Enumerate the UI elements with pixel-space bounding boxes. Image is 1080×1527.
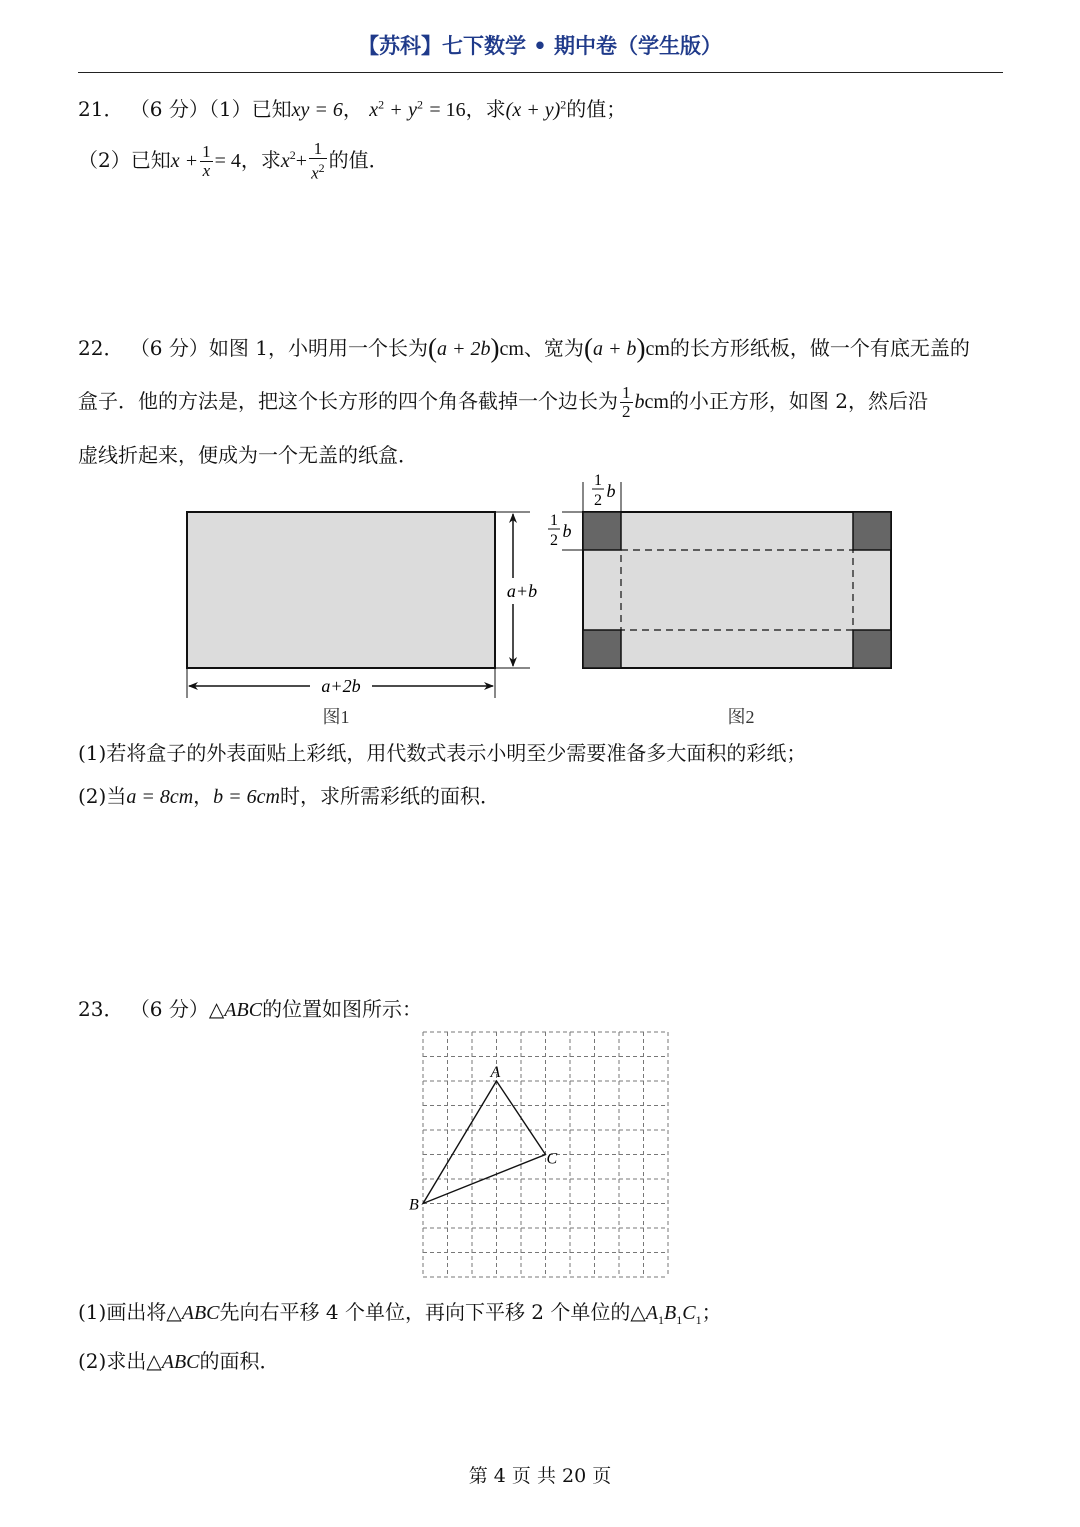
q22-sub1: (1)若将盒子的外表面贴上彩纸，用代数式表示小明至少需要准备多大面积的彩纸；: [78, 741, 807, 765]
q22-bcm-cm: cm: [644, 391, 669, 413]
sub-1: 1: [658, 1313, 664, 1327]
q22-sub2-bval: b = 6cm: [213, 786, 280, 808]
q22-sub2-aval: a = 8cm: [126, 786, 194, 808]
q23-sub1-b: 先向右平移 4 个单位，再向下平移 2 个单位的: [219, 1300, 631, 1324]
q21-exp-2b: 2: [417, 97, 424, 112]
q22-expr2: a + b: [592, 338, 637, 360]
q21-x2b: x: [280, 149, 290, 172]
q22-sub2: [78, 780, 500, 809]
q21-exp-2d: 2: [289, 148, 296, 163]
q23-sub1-tri2c: C: [682, 1302, 696, 1324]
q22-expr1: a + 2b: [437, 338, 491, 360]
paren-open: (: [428, 333, 437, 363]
page-footer: 第 4 页 共 20 页: [468, 1465, 612, 1487]
q23-sub1-tri2a: △A: [630, 1302, 658, 1324]
q23-sub2-tri: △ABC: [146, 1351, 200, 1373]
q22-line1: [78, 332, 970, 364]
q21-score: （6 分）: [129, 97, 209, 121]
grid-label-a: A: [490, 1064, 501, 1081]
frac-den-exp: 2: [318, 161, 325, 175]
q22-l1c: 的长方形纸板，做一个有底无盖的: [669, 336, 970, 360]
frac-den-var: x: [311, 163, 319, 183]
q21-part1-label: （1）已知: [208, 97, 292, 121]
q22-l2a: 盒子．他的方法是，把这个长方形的四个角各截掉一个边长为: [78, 389, 618, 413]
q23-sub2-b: 的面积．: [199, 1349, 280, 1373]
q21-frac-1-over-x2: [309, 140, 327, 183]
q22-line2: [78, 384, 928, 421]
q22-sub2-comma: ，: [193, 784, 214, 808]
q21-eq4: = 4: [214, 149, 241, 172]
q21-exp-2c: 2: [560, 97, 567, 112]
q21-plus: +: [390, 99, 402, 121]
q23-number: 23．: [78, 997, 124, 1021]
fig2-left-label: [548, 512, 572, 549]
fig2-corner-tl: [583, 512, 621, 550]
q22-number: 22．: [78, 336, 124, 360]
q21-line2: [78, 140, 389, 183]
q21-xy-eq: xy = 6: [291, 99, 343, 121]
q21-line1: [78, 93, 626, 122]
q21-frac-1-over-x: [200, 143, 213, 180]
q22-line3: 虚线折起来，便成为一个无盖的纸盒．: [78, 443, 418, 467]
fig2-corner-tr: [853, 512, 891, 550]
paren-open-2: (: [583, 333, 593, 363]
q21-number: 21．: [78, 97, 124, 121]
header-divider: [78, 72, 1003, 73]
q22-l1a: 如图 1，小明用一个长为: [208, 336, 428, 360]
q23-line1: [78, 993, 422, 1022]
q22-figures: [150, 470, 930, 732]
grid-label-b: B: [409, 1196, 419, 1214]
page-header-title: 【苏科】七下数学 • 期中卷（学生版）: [357, 34, 723, 58]
fig2-top-var: b: [606, 481, 616, 501]
fig2-rectangle: [583, 512, 891, 668]
q22-l2b: 的小正方形，如图 2，然后沿: [668, 389, 929, 413]
fig2-left-den: 2: [550, 532, 558, 549]
q21-exp-2: 2: [378, 97, 385, 112]
q23-score: （6 分）: [129, 997, 209, 1021]
q23-sub1-tri: △ABC: [166, 1302, 220, 1324]
fig2-corner-br: [853, 630, 891, 668]
frac-denominator: 2: [622, 402, 631, 421]
q23-sub1: [78, 1296, 722, 1328]
q21-eq16: = 16: [429, 99, 466, 121]
q23-grid-figure: [405, 1022, 680, 1280]
frac-numerator: 1: [622, 383, 631, 402]
q21-part2-label: （2）已知: [78, 147, 171, 172]
grid-label-c: C: [546, 1150, 558, 1168]
q22-sub2-c: 时，求所需彩纸的面积．: [280, 784, 500, 808]
q22-sub2-a: (2)当: [78, 784, 127, 808]
q23-sub2-a: (2)求出: [78, 1349, 147, 1373]
q23-sub1-tri2b: B: [664, 1302, 677, 1324]
fig1-width-label: a+2b: [321, 676, 361, 696]
q21-comma: ，: [342, 97, 363, 121]
paren-close: ): [490, 333, 500, 363]
fig2-left-var: b: [562, 521, 572, 541]
q21-qiu2: ，求: [240, 147, 281, 172]
q22-score: （6 分）: [129, 336, 209, 360]
triangle-abc: [423, 1081, 546, 1204]
fig1-rectangle: [187, 512, 495, 668]
q21-qiu: ，求: [465, 97, 506, 121]
q21-xy-paren: (x + y): [505, 99, 561, 121]
q21-x2: x: [369, 99, 379, 121]
q21-y2: y: [408, 99, 418, 121]
q23-sub1-a: (1)画出将: [78, 1300, 167, 1324]
fig1-height-label: a+b: [506, 581, 538, 601]
frac-numerator: 1: [309, 140, 327, 159]
fig1-caption: 图1: [322, 707, 350, 727]
frac-numerator: 1: [202, 141, 211, 161]
fig2-left-num: 1: [550, 512, 558, 529]
fig2-top-label: [592, 472, 616, 509]
q23-text: 的位置如图所示：: [262, 997, 423, 1021]
q22-half-frac: [620, 384, 633, 421]
frac-denominator: [309, 159, 327, 183]
fig2-corner-bl: [583, 630, 621, 668]
q21-plus2: +: [295, 149, 308, 172]
fig2-top-num: 1: [594, 472, 602, 489]
q21-de-zhi1: 的值；: [566, 97, 627, 121]
frac-denominator: x: [202, 160, 211, 180]
q22-cm2: cm: [645, 338, 670, 360]
q22-b: b: [634, 391, 645, 413]
paren-close-2: ): [636, 333, 646, 363]
sub-1c: 1: [695, 1313, 702, 1327]
q23-sub2: [78, 1345, 280, 1374]
q22-cm1: cm: [499, 338, 524, 360]
q23-sub1-end: ；: [701, 1300, 722, 1324]
q23-tri: △ABC: [208, 999, 263, 1021]
q22-l1b: 、宽为: [523, 336, 584, 360]
sub-1b: 1: [676, 1313, 683, 1327]
fig2-top-den: 2: [594, 492, 602, 509]
q21-de-zhi2: 的值．: [328, 147, 389, 172]
fig2-caption: 图2: [727, 707, 755, 727]
q21-x-plus: x +: [170, 149, 199, 172]
